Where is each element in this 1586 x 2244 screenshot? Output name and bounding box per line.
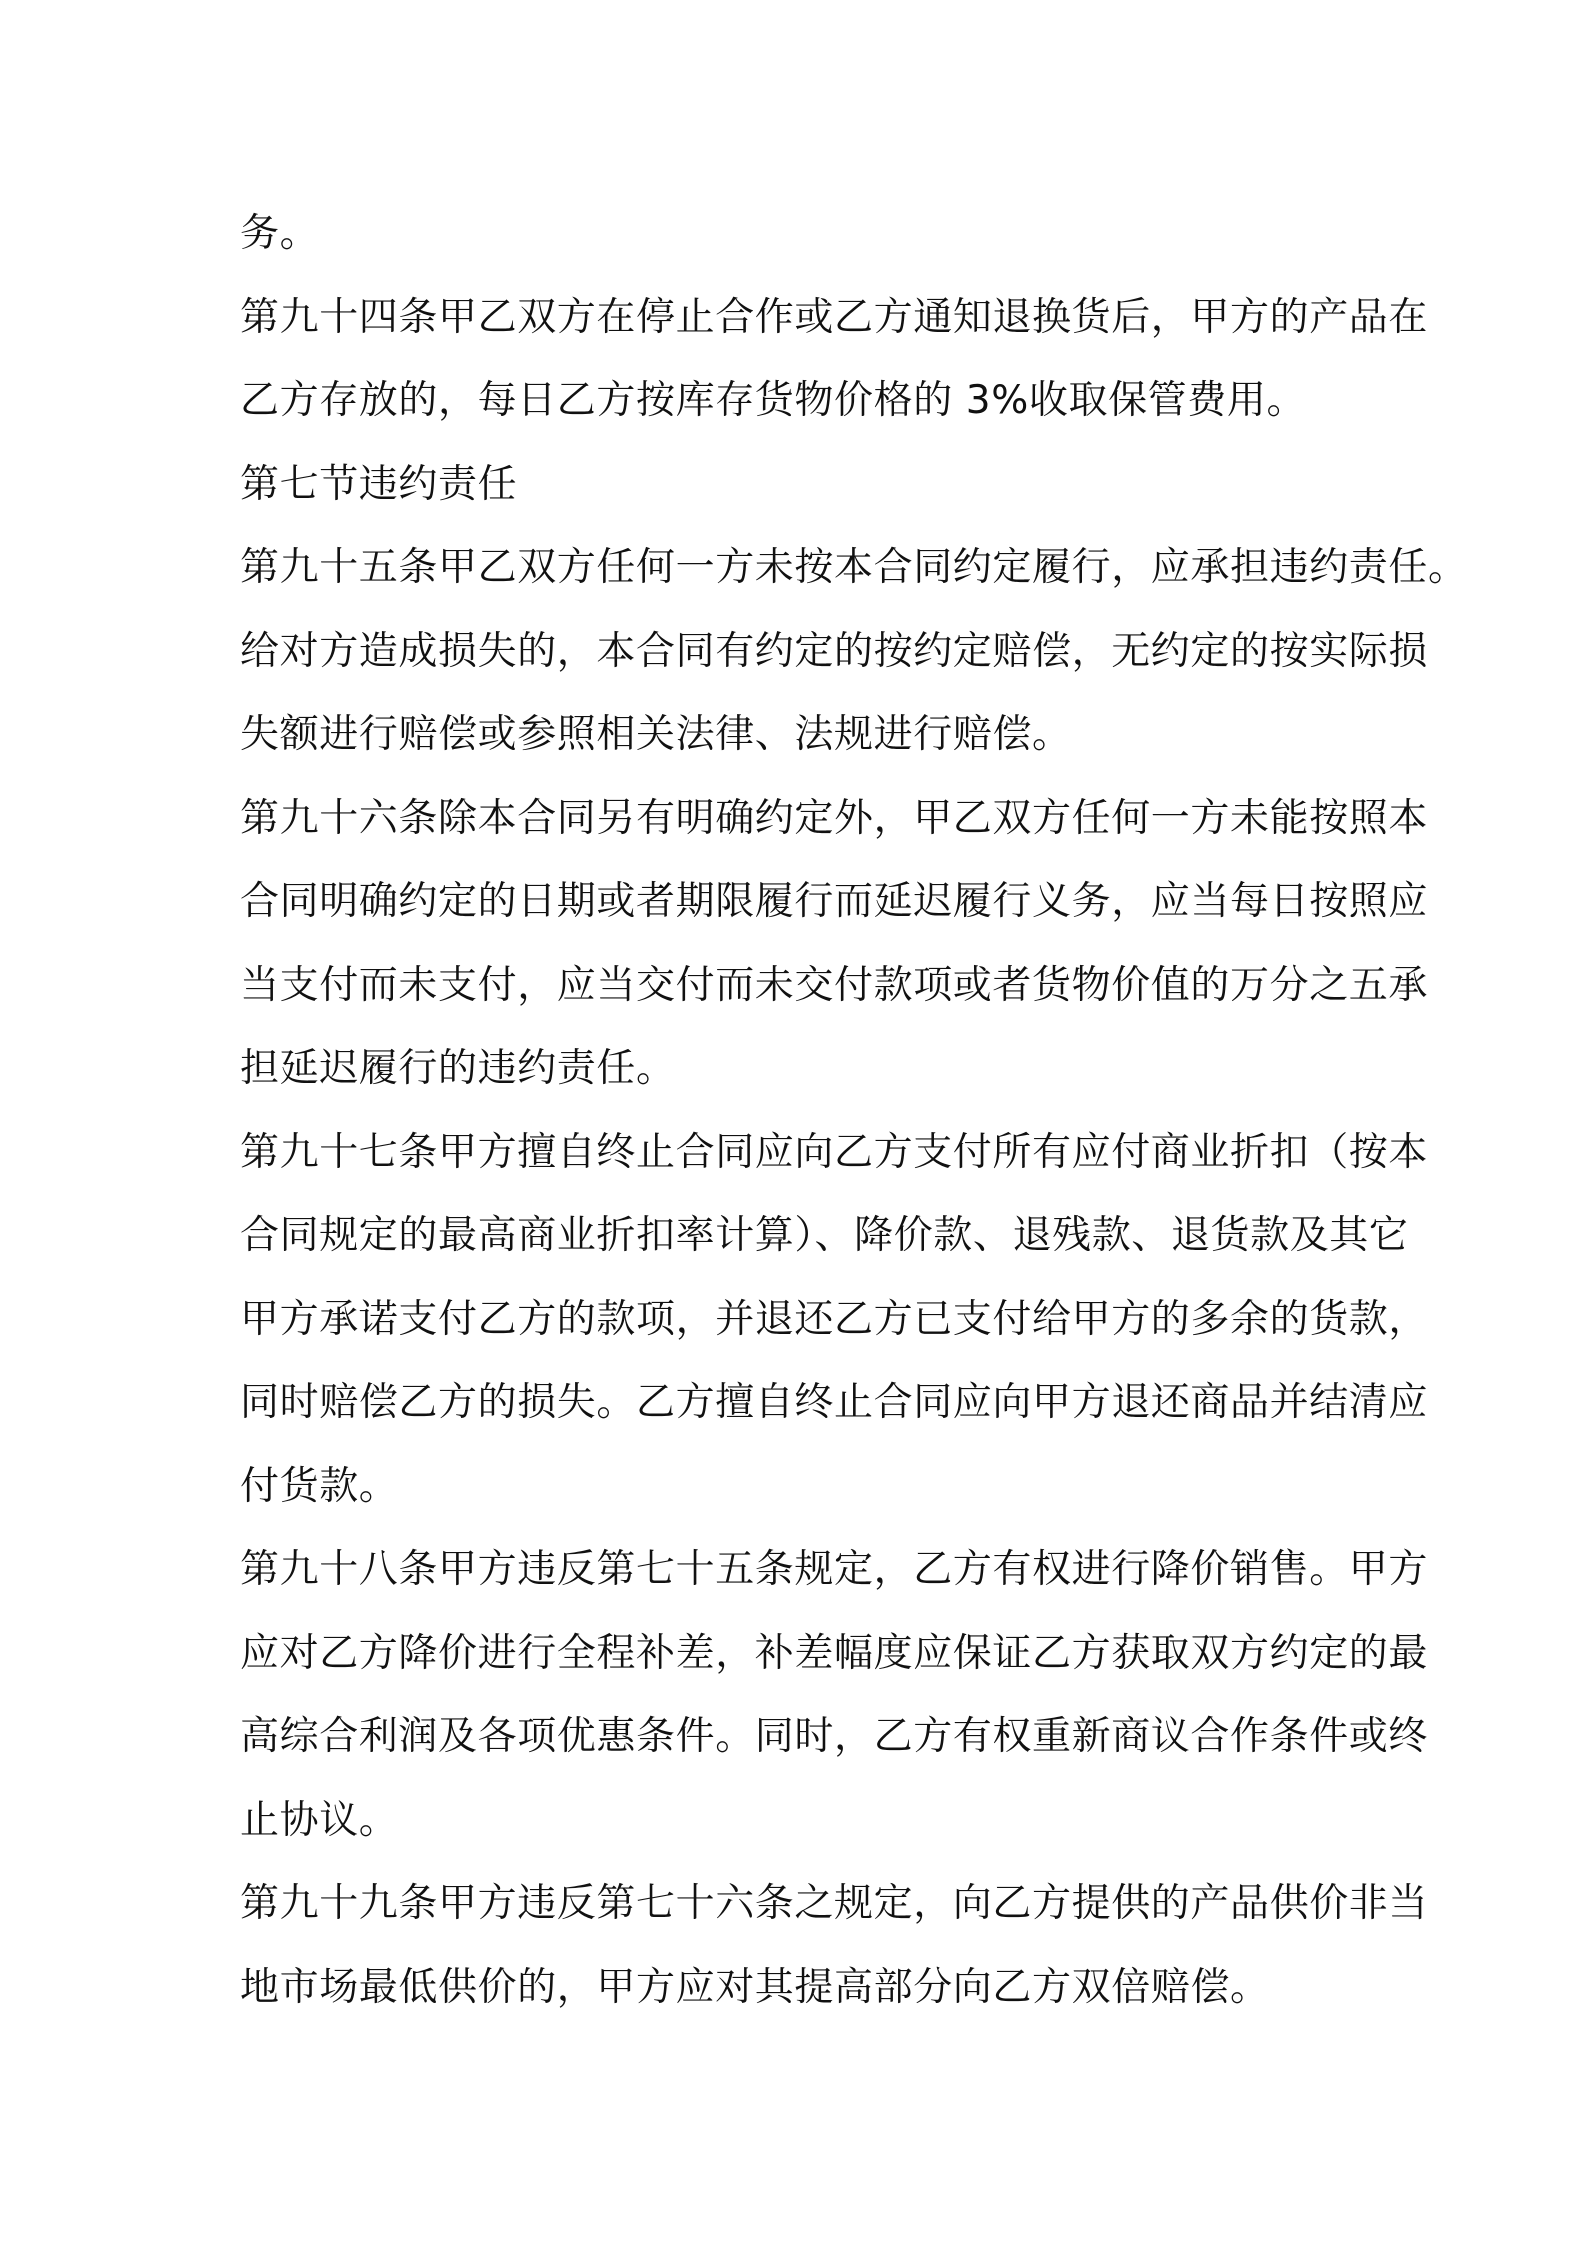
text-line: 高综合利润及各项优惠条件。同时，乙方有权重新商议合作条件或终	[240, 1714, 1429, 1759]
text-line: 第九十八条甲方违反第七十五条规定，乙方有权进行降价销售。甲方	[240, 1547, 1429, 1592]
text-line: 应对乙方降价进行全程补差，补差幅度应保证乙方获取双方约定的最	[240, 1630, 1429, 1676]
text-line: 第九十四条甲乙双方在停止合作或乙方通知退换货后，甲方的产品在	[240, 294, 1429, 340]
text-line: 第九十五条甲乙双方任何一方未按本合同约定履行，应承担违约责任。	[240, 545, 1468, 590]
text-line: 合同明确约定的日期或者期限履行而延迟履行义务，应当每日按照应	[240, 879, 1429, 924]
text-line: 止协议。	[240, 1797, 399, 1843]
text-line: 合同规定的最高商业折扣率计算）、降价款、退残款、退货款及其它	[240, 1213, 1409, 1258]
text-line: 同时赔偿乙方的损失。乙方擅自终止合同应向甲方退还商品并结清应	[240, 1380, 1429, 1425]
text-line: 甲方承诺支付乙方的款项，并退还乙方已支付给甲方的多余的货款，	[240, 1296, 1429, 1342]
text-line: 第九十六条除本合同另有明确约定外，甲乙双方任何一方未能按照本	[240, 795, 1429, 841]
document-body	[240, 192, 1468, 2029]
text-line: 担延迟履行的违约责任。	[240, 1046, 676, 1091]
text-line: 当支付而未支付，应当交付而未交付款项或者货物价值的万分之五承	[240, 962, 1429, 1008]
text-line: 给对方造成损失的，本合同有约定的按约定赔偿，无约定的按实际损	[240, 628, 1429, 674]
text-line: 务。	[240, 211, 320, 256]
text-line: 地市场最低供价的，甲方应对其提高部分向乙方双倍赔偿。	[240, 1964, 1270, 2010]
text-line: 第九十九条甲方违反第七十六条之规定，向乙方提供的产品供价非当	[240, 1881, 1429, 1926]
text-line: 第九十七条甲方擅自终止合同应向乙方支付所有应付商业折扣（按本	[240, 1129, 1429, 1175]
section-heading: 第七节违约责任	[240, 461, 518, 507]
text-line: 付货款。	[240, 1463, 399, 1509]
text-line: 失额进行赔偿或参照相关法律、法规进行赔偿。	[240, 712, 1072, 757]
text-line: 乙方存放的，每日乙方按库存货物价格的 3%收取保管费用。	[240, 378, 1307, 423]
